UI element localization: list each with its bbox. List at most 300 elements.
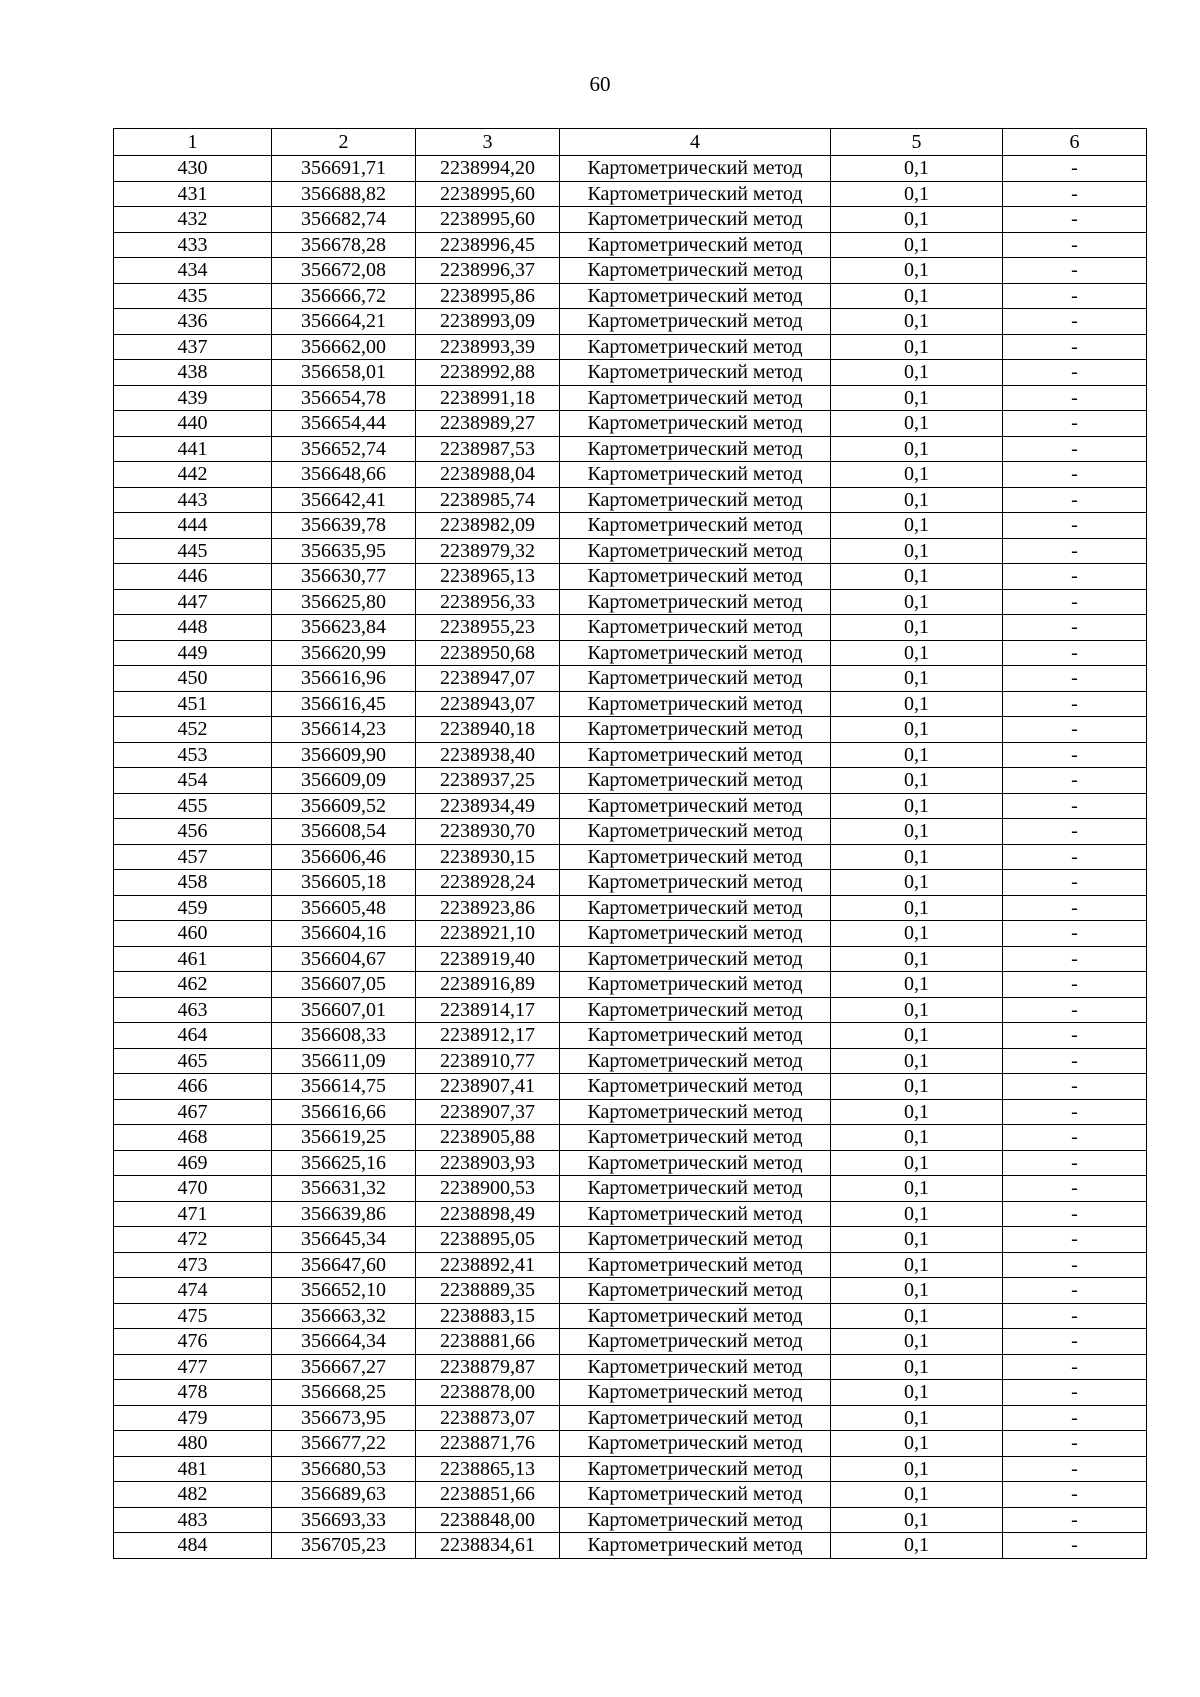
x-coordinate-cell: 356607,01 — [272, 997, 416, 1023]
y-coordinate-cell: 2238883,15 — [416, 1303, 560, 1329]
accuracy-cell: 0,1 — [831, 232, 1003, 258]
note-cell: - — [1003, 844, 1147, 870]
method-cell: Картометрический метод — [560, 742, 831, 768]
x-coordinate-cell: 356666,72 — [272, 283, 416, 309]
point-number-cell: 435 — [114, 283, 272, 309]
point-number-cell: 452 — [114, 717, 272, 743]
y-coordinate-cell: 2238898,49 — [416, 1201, 560, 1227]
x-coordinate-cell: 356668,25 — [272, 1380, 416, 1406]
note-cell: - — [1003, 181, 1147, 207]
y-coordinate-cell: 2238991,18 — [416, 385, 560, 411]
point-number-cell: 471 — [114, 1201, 272, 1227]
accuracy-cell: 0,1 — [831, 997, 1003, 1023]
point-number-cell: 437 — [114, 334, 272, 360]
note-cell: - — [1003, 1533, 1147, 1559]
table-row — [114, 793, 1147, 819]
note-cell: - — [1003, 819, 1147, 845]
accuracy-cell: 0,1 — [831, 334, 1003, 360]
point-number-cell: 451 — [114, 691, 272, 717]
accuracy-cell: 0,1 — [831, 1507, 1003, 1533]
table-row — [114, 717, 1147, 743]
note-cell: - — [1003, 513, 1147, 539]
x-coordinate-cell: 356654,44 — [272, 411, 416, 437]
method-cell: Картометрический метод — [560, 972, 831, 998]
y-coordinate-cell: 2238950,68 — [416, 640, 560, 666]
method-cell: Картометрический метод — [560, 1227, 831, 1253]
point-number-cell: 433 — [114, 232, 272, 258]
note-cell: - — [1003, 1507, 1147, 1533]
point-number-cell: 472 — [114, 1227, 272, 1253]
method-cell: Картометрический метод — [560, 946, 831, 972]
point-number-cell: 432 — [114, 207, 272, 233]
table-row — [114, 1150, 1147, 1176]
method-cell: Картометрический метод — [560, 1176, 831, 1202]
point-number-cell: 446 — [114, 564, 272, 590]
note-cell: - — [1003, 334, 1147, 360]
accuracy-cell: 0,1 — [831, 1227, 1003, 1253]
method-cell: Картометрический метод — [560, 1533, 831, 1559]
point-number-cell: 466 — [114, 1074, 272, 1100]
point-number-cell: 441 — [114, 436, 272, 462]
table-row — [114, 1099, 1147, 1125]
point-number-cell: 474 — [114, 1278, 272, 1304]
table-row — [114, 207, 1147, 233]
y-coordinate-cell: 2238928,24 — [416, 870, 560, 896]
note-cell: - — [1003, 207, 1147, 233]
table-row — [114, 385, 1147, 411]
point-number-cell: 434 — [114, 258, 272, 284]
note-cell: - — [1003, 615, 1147, 641]
y-coordinate-cell: 2238912,17 — [416, 1023, 560, 1049]
table-body — [114, 156, 1147, 1559]
point-number-cell: 436 — [114, 309, 272, 335]
accuracy-cell: 0,1 — [831, 972, 1003, 998]
table-row — [114, 411, 1147, 437]
method-cell: Картометрический метод — [560, 283, 831, 309]
y-coordinate-cell: 2238995,60 — [416, 181, 560, 207]
note-cell: - — [1003, 946, 1147, 972]
note-cell: - — [1003, 411, 1147, 437]
point-number-cell: 431 — [114, 181, 272, 207]
y-coordinate-cell: 2238834,61 — [416, 1533, 560, 1559]
note-cell: - — [1003, 156, 1147, 182]
accuracy-cell: 0,1 — [831, 793, 1003, 819]
note-cell: - — [1003, 1048, 1147, 1074]
point-number-cell: 479 — [114, 1405, 272, 1431]
y-coordinate-cell: 2238910,77 — [416, 1048, 560, 1074]
table-row — [114, 1405, 1147, 1431]
point-number-cell: 481 — [114, 1456, 272, 1482]
table-row — [114, 768, 1147, 794]
note-cell: - — [1003, 666, 1147, 692]
point-number-cell: 444 — [114, 513, 272, 539]
x-coordinate-cell: 356604,67 — [272, 946, 416, 972]
x-coordinate-cell: 356647,60 — [272, 1252, 416, 1278]
table-row — [114, 156, 1147, 182]
y-coordinate-cell: 2238889,35 — [416, 1278, 560, 1304]
point-number-cell: 440 — [114, 411, 272, 437]
y-coordinate-cell: 2238848,00 — [416, 1507, 560, 1533]
method-cell: Картометрический метод — [560, 1125, 831, 1151]
table-row — [114, 1074, 1147, 1100]
point-number-cell: 445 — [114, 538, 272, 564]
accuracy-cell: 0,1 — [831, 742, 1003, 768]
note-cell: - — [1003, 1252, 1147, 1278]
point-number-cell: 476 — [114, 1329, 272, 1355]
y-coordinate-cell: 2238879,87 — [416, 1354, 560, 1380]
table-row — [114, 895, 1147, 921]
table-row — [114, 487, 1147, 513]
table-row — [114, 462, 1147, 488]
table-row — [114, 1023, 1147, 1049]
method-cell: Картометрический метод — [560, 717, 831, 743]
page-number: 60 — [589, 72, 611, 96]
accuracy-cell: 0,1 — [831, 819, 1003, 845]
point-number-cell: 457 — [114, 844, 272, 870]
point-number-cell: 454 — [114, 768, 272, 794]
x-coordinate-cell: 356645,34 — [272, 1227, 416, 1253]
note-cell: - — [1003, 1099, 1147, 1125]
point-number-cell: 455 — [114, 793, 272, 819]
table-row — [114, 309, 1147, 335]
accuracy-cell: 0,1 — [831, 768, 1003, 794]
accuracy-cell: 0,1 — [831, 207, 1003, 233]
method-cell: Картометрический метод — [560, 589, 831, 615]
note-cell: - — [1003, 1329, 1147, 1355]
accuracy-cell: 0,1 — [831, 436, 1003, 462]
x-coordinate-cell: 356658,01 — [272, 360, 416, 386]
y-coordinate-cell: 2238956,33 — [416, 589, 560, 615]
note-cell: - — [1003, 691, 1147, 717]
method-cell: Картометрический метод — [560, 691, 831, 717]
method-cell: Картометрический метод — [560, 1329, 831, 1355]
x-coordinate-cell: 356614,75 — [272, 1074, 416, 1100]
y-coordinate-cell: 2238993,09 — [416, 309, 560, 335]
point-number-cell: 450 — [114, 666, 272, 692]
point-number-cell: 467 — [114, 1099, 272, 1125]
method-cell: Картометрический метод — [560, 870, 831, 896]
table-row — [114, 1252, 1147, 1278]
y-coordinate-cell: 2238996,37 — [416, 258, 560, 284]
y-coordinate-cell: 2238992,88 — [416, 360, 560, 386]
point-number-cell: 468 — [114, 1125, 272, 1151]
method-cell: Картометрический метод — [560, 1150, 831, 1176]
x-coordinate-cell: 356625,16 — [272, 1150, 416, 1176]
x-coordinate-cell: 356689,63 — [272, 1482, 416, 1508]
x-coordinate-cell: 356654,78 — [272, 385, 416, 411]
accuracy-cell: 0,1 — [831, 156, 1003, 182]
y-coordinate-cell: 2238987,53 — [416, 436, 560, 462]
table-row — [114, 538, 1147, 564]
y-coordinate-cell: 2238921,10 — [416, 921, 560, 947]
accuracy-cell: 0,1 — [831, 1329, 1003, 1355]
note-cell: - — [1003, 895, 1147, 921]
accuracy-cell: 0,1 — [831, 1482, 1003, 1508]
method-cell: Картометрический метод — [560, 181, 831, 207]
x-coordinate-cell: 356611,09 — [272, 1048, 416, 1074]
x-coordinate-cell: 356631,32 — [272, 1176, 416, 1202]
accuracy-cell: 0,1 — [831, 1099, 1003, 1125]
method-cell: Картометрический метод — [560, 1278, 831, 1304]
y-coordinate-cell: 2238988,04 — [416, 462, 560, 488]
x-coordinate-cell: 356625,80 — [272, 589, 416, 615]
table-row — [114, 1380, 1147, 1406]
point-number-cell: 473 — [114, 1252, 272, 1278]
note-cell: - — [1003, 793, 1147, 819]
x-coordinate-cell: 356673,95 — [272, 1405, 416, 1431]
method-cell: Картометрический метод — [560, 1405, 831, 1431]
x-coordinate-cell: 356608,54 — [272, 819, 416, 845]
point-number-cell: 477 — [114, 1354, 272, 1380]
coordinates-table — [113, 128, 1147, 1559]
x-coordinate-cell: 356682,74 — [272, 207, 416, 233]
table-row — [114, 1125, 1147, 1151]
note-cell: - — [1003, 1278, 1147, 1304]
note-cell: - — [1003, 283, 1147, 309]
y-coordinate-cell: 2238895,05 — [416, 1227, 560, 1253]
method-cell: Картометрический метод — [560, 1252, 831, 1278]
method-cell: Картометрический метод — [560, 156, 831, 182]
table-row — [114, 564, 1147, 590]
y-coordinate-cell: 2238923,86 — [416, 895, 560, 921]
note-cell: - — [1003, 921, 1147, 947]
note-cell: - — [1003, 1354, 1147, 1380]
point-number-cell: 461 — [114, 946, 272, 972]
table-row — [114, 1354, 1147, 1380]
y-coordinate-cell: 2238916,89 — [416, 972, 560, 998]
note-cell: - — [1003, 640, 1147, 666]
accuracy-cell: 0,1 — [831, 487, 1003, 513]
method-cell: Картометрический метод — [560, 819, 831, 845]
method-cell: Картометрический метод — [560, 1074, 831, 1100]
note-cell: - — [1003, 1176, 1147, 1202]
note-cell: - — [1003, 1227, 1147, 1253]
accuracy-cell: 0,1 — [831, 1125, 1003, 1151]
x-coordinate-cell: 356664,21 — [272, 309, 416, 335]
method-cell: Картометрический метод — [560, 564, 831, 590]
method-cell: Картометрический метод — [560, 411, 831, 437]
x-coordinate-cell: 356667,27 — [272, 1354, 416, 1380]
table-row — [114, 819, 1147, 845]
x-coordinate-cell: 356616,45 — [272, 691, 416, 717]
accuracy-cell: 0,1 — [831, 1150, 1003, 1176]
method-cell: Картометрический метод — [560, 1023, 831, 1049]
method-cell: Картометрический метод — [560, 997, 831, 1023]
point-number-cell: 453 — [114, 742, 272, 768]
y-coordinate-cell: 2238930,70 — [416, 819, 560, 845]
point-number-cell: 478 — [114, 1380, 272, 1406]
x-coordinate-cell: 356642,41 — [272, 487, 416, 513]
x-coordinate-cell: 356616,96 — [272, 666, 416, 692]
accuracy-cell: 0,1 — [831, 1354, 1003, 1380]
table-row — [114, 972, 1147, 998]
accuracy-cell: 0,1 — [831, 1074, 1003, 1100]
x-coordinate-cell: 356672,08 — [272, 258, 416, 284]
point-number-cell: 439 — [114, 385, 272, 411]
table-row — [114, 1278, 1147, 1304]
note-cell: - — [1003, 1456, 1147, 1482]
point-number-cell: 469 — [114, 1150, 272, 1176]
method-cell: Картометрический метод — [560, 1303, 831, 1329]
method-cell: Картометрический метод — [560, 1201, 831, 1227]
table-row — [114, 181, 1147, 207]
table-row — [114, 283, 1147, 309]
x-coordinate-cell: 356609,52 — [272, 793, 416, 819]
note-cell: - — [1003, 1125, 1147, 1151]
accuracy-cell: 0,1 — [831, 462, 1003, 488]
column-header-5: 5 — [831, 129, 1003, 156]
point-number-cell: 443 — [114, 487, 272, 513]
method-cell: Картометрический метод — [560, 921, 831, 947]
y-coordinate-cell: 2238871,76 — [416, 1431, 560, 1457]
note-cell: - — [1003, 1380, 1147, 1406]
point-number-cell: 448 — [114, 615, 272, 641]
point-number-cell: 442 — [114, 462, 272, 488]
header-row — [114, 129, 1147, 156]
point-number-cell: 483 — [114, 1507, 272, 1533]
method-cell: Картометрический метод — [560, 615, 831, 641]
table-row — [114, 921, 1147, 947]
accuracy-cell: 0,1 — [831, 564, 1003, 590]
accuracy-cell: 0,1 — [831, 283, 1003, 309]
column-header-4: 4 — [560, 129, 831, 156]
accuracy-cell: 0,1 — [831, 385, 1003, 411]
method-cell: Картометрический метод — [560, 1456, 831, 1482]
accuracy-cell: 0,1 — [831, 1456, 1003, 1482]
method-cell: Картометрический метод — [560, 513, 831, 539]
method-cell: Картометрический метод — [560, 666, 831, 692]
method-cell: Картометрический метод — [560, 1354, 831, 1380]
column-header-3: 3 — [416, 129, 560, 156]
y-coordinate-cell: 2238965,13 — [416, 564, 560, 590]
method-cell: Картометрический метод — [560, 768, 831, 794]
y-coordinate-cell: 2238955,23 — [416, 615, 560, 641]
x-coordinate-cell: 356648,66 — [272, 462, 416, 488]
method-cell: Картометрический метод — [560, 334, 831, 360]
accuracy-cell: 0,1 — [831, 360, 1003, 386]
table-row — [114, 666, 1147, 692]
note-cell: - — [1003, 309, 1147, 335]
table-row — [114, 1431, 1147, 1457]
accuracy-cell: 0,1 — [831, 666, 1003, 692]
point-number-cell: 447 — [114, 589, 272, 615]
y-coordinate-cell: 2238907,37 — [416, 1099, 560, 1125]
note-cell: - — [1003, 232, 1147, 258]
table-row — [114, 1507, 1147, 1533]
y-coordinate-cell: 2238938,40 — [416, 742, 560, 768]
note-cell: - — [1003, 462, 1147, 488]
table-row — [114, 946, 1147, 972]
accuracy-cell: 0,1 — [831, 1023, 1003, 1049]
note-cell: - — [1003, 385, 1147, 411]
method-cell: Картометрический метод — [560, 385, 831, 411]
table-row — [114, 742, 1147, 768]
accuracy-cell: 0,1 — [831, 1201, 1003, 1227]
note-cell: - — [1003, 717, 1147, 743]
table-header — [114, 129, 1147, 156]
method-cell: Картометрический метод — [560, 258, 831, 284]
x-coordinate-cell: 356604,16 — [272, 921, 416, 947]
method-cell: Картометрический метод — [560, 360, 831, 386]
accuracy-cell: 0,1 — [831, 258, 1003, 284]
table-row — [114, 513, 1147, 539]
accuracy-cell: 0,1 — [831, 615, 1003, 641]
table-row — [114, 436, 1147, 462]
method-cell: Картометрический метод — [560, 232, 831, 258]
point-number-cell: 449 — [114, 640, 272, 666]
x-coordinate-cell: 356635,95 — [272, 538, 416, 564]
x-coordinate-cell: 356619,25 — [272, 1125, 416, 1151]
point-number-cell: 438 — [114, 360, 272, 386]
x-coordinate-cell: 356639,86 — [272, 1201, 416, 1227]
note-cell: - — [1003, 742, 1147, 768]
accuracy-cell: 0,1 — [831, 538, 1003, 564]
x-coordinate-cell: 356678,28 — [272, 232, 416, 258]
accuracy-cell: 0,1 — [831, 1405, 1003, 1431]
y-coordinate-cell: 2238996,45 — [416, 232, 560, 258]
accuracy-cell: 0,1 — [831, 1252, 1003, 1278]
point-number-cell: 464 — [114, 1023, 272, 1049]
accuracy-cell: 0,1 — [831, 1533, 1003, 1559]
accuracy-cell: 0,1 — [831, 411, 1003, 437]
table-row — [114, 1176, 1147, 1202]
y-coordinate-cell: 2238940,18 — [416, 717, 560, 743]
table-row — [114, 870, 1147, 896]
method-cell: Картометрический метод — [560, 207, 831, 233]
x-coordinate-cell: 356652,10 — [272, 1278, 416, 1304]
accuracy-cell: 0,1 — [831, 1380, 1003, 1406]
note-cell: - — [1003, 1405, 1147, 1431]
y-coordinate-cell: 2238919,40 — [416, 946, 560, 972]
y-coordinate-cell: 2238914,17 — [416, 997, 560, 1023]
accuracy-cell: 0,1 — [831, 309, 1003, 335]
y-coordinate-cell: 2238993,39 — [416, 334, 560, 360]
table-row — [114, 615, 1147, 641]
point-number-cell: 456 — [114, 819, 272, 845]
accuracy-cell: 0,1 — [831, 895, 1003, 921]
method-cell: Картометрический метод — [560, 895, 831, 921]
table-row — [114, 232, 1147, 258]
note-cell: - — [1003, 258, 1147, 284]
point-number-cell: 462 — [114, 972, 272, 998]
x-coordinate-cell: 356691,71 — [272, 156, 416, 182]
accuracy-cell: 0,1 — [831, 1278, 1003, 1304]
x-coordinate-cell: 356680,53 — [272, 1456, 416, 1482]
accuracy-cell: 0,1 — [831, 1431, 1003, 1457]
method-cell: Картометрический метод — [560, 1507, 831, 1533]
y-coordinate-cell: 2238947,07 — [416, 666, 560, 692]
y-coordinate-cell: 2238873,07 — [416, 1405, 560, 1431]
x-coordinate-cell: 356623,84 — [272, 615, 416, 641]
table-row — [114, 258, 1147, 284]
note-cell: - — [1003, 1201, 1147, 1227]
y-coordinate-cell: 2238995,86 — [416, 283, 560, 309]
point-number-cell: 459 — [114, 895, 272, 921]
method-cell: Картометрический метод — [560, 844, 831, 870]
column-header-1: 1 — [114, 129, 272, 156]
accuracy-cell: 0,1 — [831, 589, 1003, 615]
x-coordinate-cell: 356614,23 — [272, 717, 416, 743]
note-cell: - — [1003, 768, 1147, 794]
y-coordinate-cell: 2238900,53 — [416, 1176, 560, 1202]
method-cell: Картометрический метод — [560, 1431, 831, 1457]
accuracy-cell: 0,1 — [831, 844, 1003, 870]
note-cell: - — [1003, 436, 1147, 462]
x-coordinate-cell: 356620,99 — [272, 640, 416, 666]
column-header-2: 2 — [272, 129, 416, 156]
y-coordinate-cell: 2238979,32 — [416, 538, 560, 564]
x-coordinate-cell: 356607,05 — [272, 972, 416, 998]
